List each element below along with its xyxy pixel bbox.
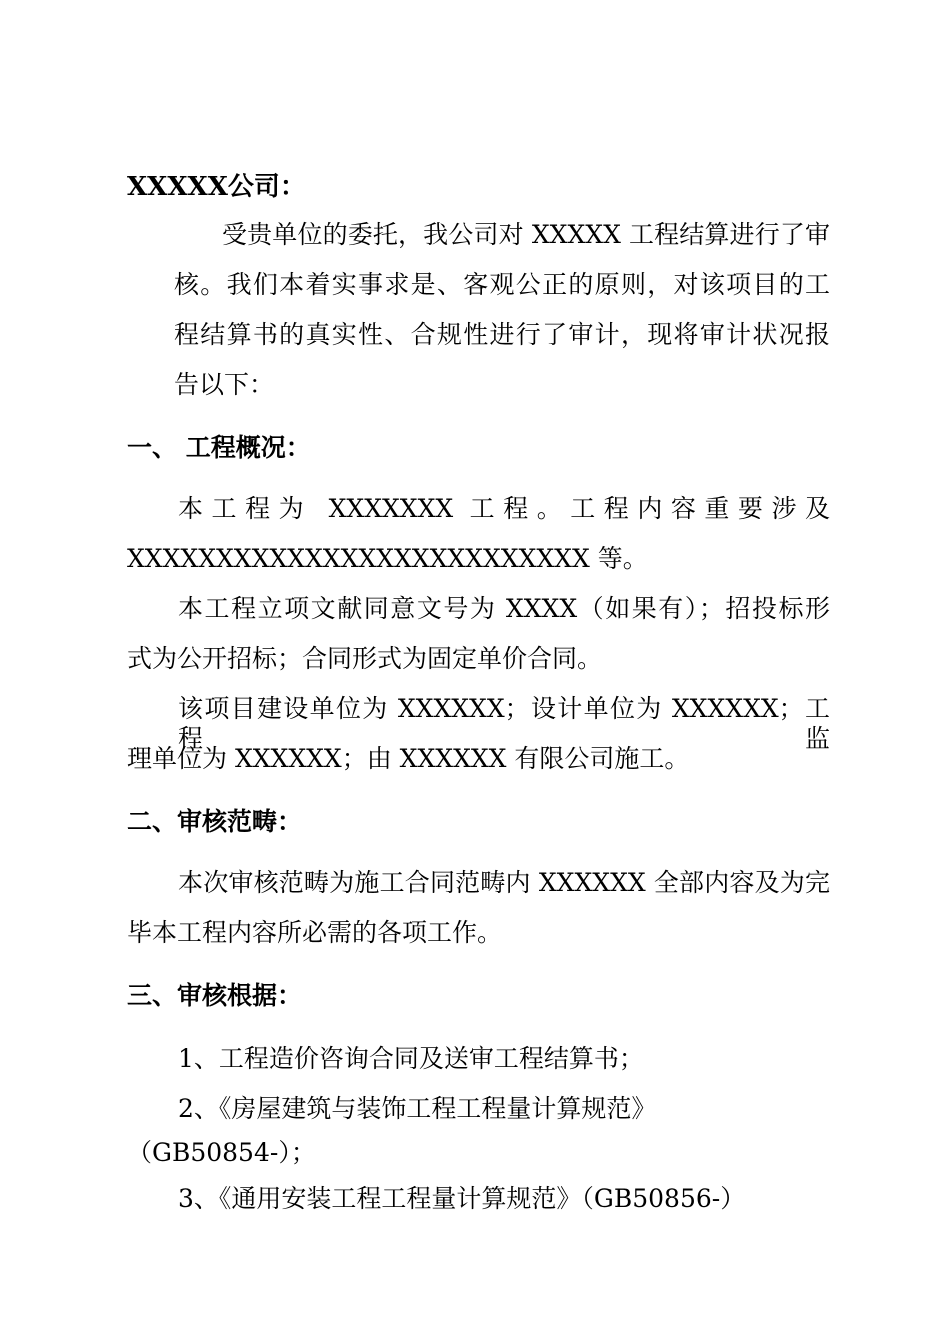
intro-line-3: 程结算书的真实性、合规性进行了审计，现将审计状况报 bbox=[174, 320, 830, 349]
basis-item-1: 1、工程造价咨询合同及送审工程结算书； bbox=[178, 1044, 644, 1073]
scope-line-2: 毕本工程内容所必需的各项工作。 bbox=[127, 918, 503, 947]
overview-line-6: 理单位为 XXXXXX；由 XXXXXX 有限公司施工。 bbox=[127, 744, 690, 773]
basis-item-2: 2、《房屋建筑与装饰工程工程量计算规范》 bbox=[178, 1094, 657, 1123]
overview-line-4: 式为公开招标；合同形式为固定单价合同。 bbox=[127, 644, 603, 673]
scope-line-1: 本次审核范畴为施工合同范畴内 XXXXXX 全部内容及为完 bbox=[178, 868, 830, 897]
intro-line-2: 核。我们本着实事求是、客观公正的原则，对该项目的工 bbox=[174, 270, 830, 299]
basis-item-2-code: （GB50854-）； bbox=[127, 1138, 316, 1167]
overview-line-1: 本工程为 XXXXXXX 工程。工程内容重要涉及 bbox=[178, 494, 830, 523]
intro-line-1: 受贵单位的委托，我公司对 XXXXX 工程结算进行了审 bbox=[222, 220, 830, 249]
overview-line-3: 本工程立项文献同意文号为 XXXX（如果有）；招投标形 bbox=[178, 594, 830, 623]
addressee: XXXXX公司： bbox=[127, 172, 306, 202]
overview-line-5: 该项目建设单位为 XXXXXX；设计单位为 XXXXXX；工程监 bbox=[178, 694, 830, 753]
section-heading-overview: 一、 工程概况： bbox=[127, 433, 311, 462]
section-heading-basis: 三、审核根据： bbox=[127, 981, 303, 1010]
overview-line-2: XXXXXXXXXXXXXXXXXXXXXXXXXX 等。 bbox=[127, 544, 648, 573]
section-heading-scope: 二、审核范畴： bbox=[127, 807, 303, 836]
intro-line-4: 告以下： bbox=[174, 370, 275, 399]
basis-item-3: 3、《通用安装工程工程量计算规范》（GB50856-） bbox=[178, 1184, 746, 1213]
